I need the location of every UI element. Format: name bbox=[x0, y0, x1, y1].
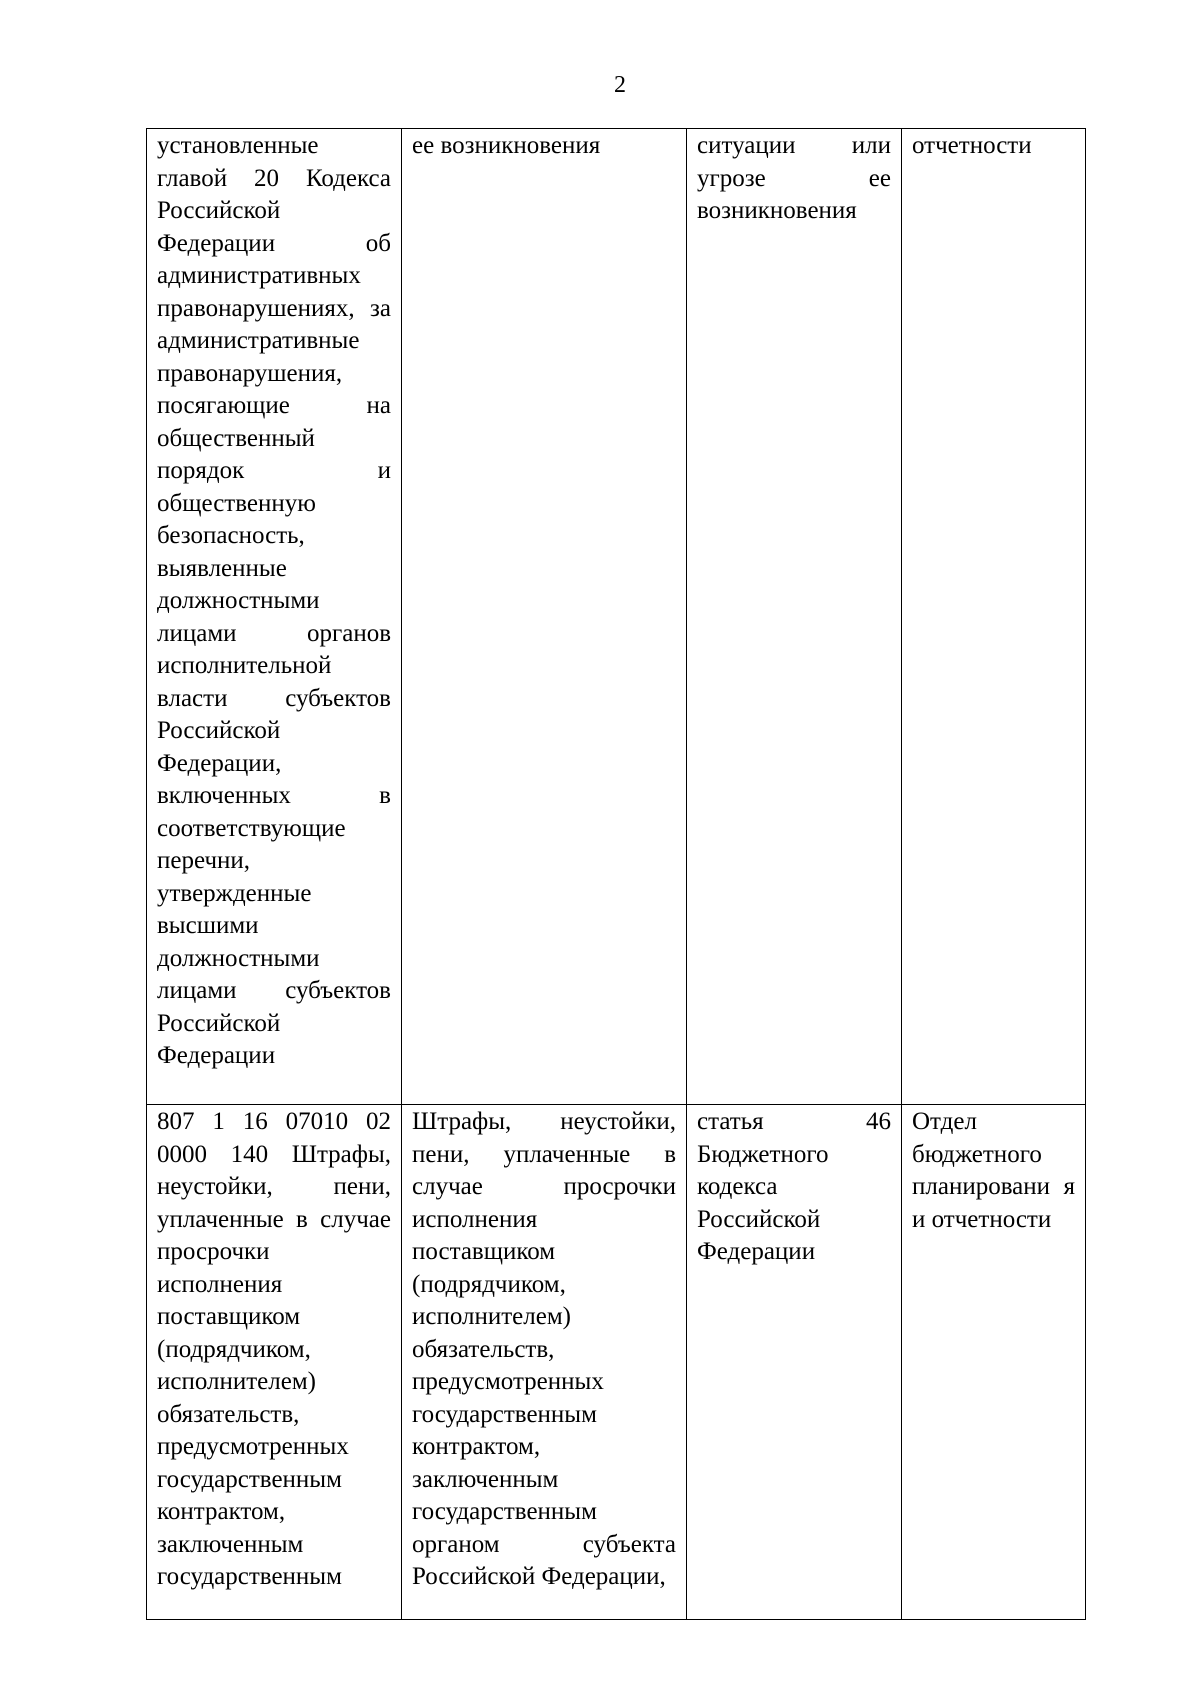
document-table bbox=[146, 128, 1086, 1620]
table-row bbox=[147, 1105, 1086, 1620]
budget-code: 807 1 16 07010 02 bbox=[157, 1108, 391, 1135]
table-row bbox=[147, 129, 1086, 1105]
table-cell-col2: ее возникновения bbox=[402, 129, 687, 1105]
table-cell-col3: ситуации или угрозе ее возникновения bbox=[687, 129, 902, 1105]
table-cell-col4: Отдел бюджетного планировани я и отчетности bbox=[902, 1105, 1086, 1620]
budget-code-suffix: 0000 140 bbox=[157, 1140, 269, 1168]
table-cell-col2: Штрафы, неустойки, пени, уплаченные в случае просрочки исполнения поставщиком (подрядчиком, исполнителем) обязательств, предусмотренных государственным контрактом, заключенным государственным органом субъекта Российской Федерации, bbox=[402, 1105, 687, 1620]
income-description: Штрафы, неустойки, пени, уплаченные в случае просрочки исполнения поставщиком (подрядчиком, исполнителем) обязательств, предусмотренных государственным контрактом, заключенным государственным bbox=[157, 1140, 392, 1590]
table-cell-col4: отчетности bbox=[902, 129, 1086, 1105]
table-cell-col3: статья 46 Бюджетного кодекса Российской Федерации bbox=[687, 1105, 902, 1620]
table-cell-col1 bbox=[147, 1105, 402, 1620]
page-number: 2 bbox=[614, 72, 626, 98]
table-cell-col1: установленные главой 20 Кодекса Российской Федерации об административных правонарушениях, за административные правонарушения, посягающие на общественный порядок и общественную безопасность, выявленные должностными лицами органов исполнительной власти субъектов Российской Федерации, включенных в соответствующие перечни, утвержденные высшими должностными лицами субъектов Российской Федерации bbox=[147, 129, 402, 1105]
